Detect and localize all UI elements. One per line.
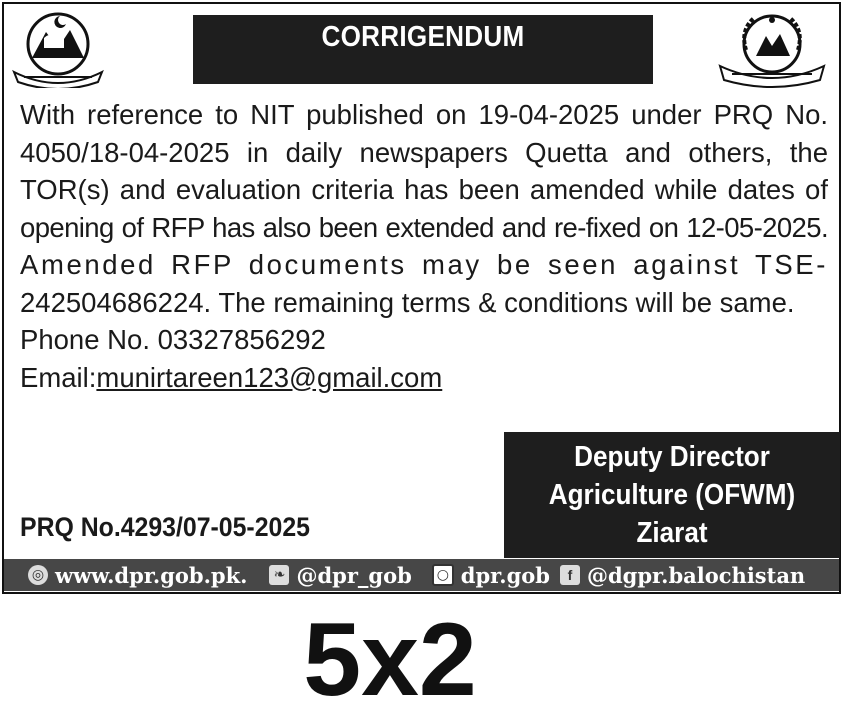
globe-icon: ◎ [28, 565, 48, 585]
instagram-text: dpr.gob [460, 562, 550, 588]
footer-twitter[interactable] [269, 563, 411, 588]
notice-body [20, 96, 828, 396]
instagram-icon: ○ [432, 564, 454, 586]
title-banner [193, 15, 653, 84]
email-line [20, 359, 828, 397]
body-line-5: Amended RFP documents may be seen against TSE- [20, 249, 828, 280]
signature-title: Deputy Director [574, 441, 770, 473]
signature-department: Agriculture (OFWM) [548, 479, 796, 511]
government-of-balochistan-emblem-icon [12, 10, 104, 88]
email-label: Email: [20, 361, 97, 393]
page-title: CORRIGENDUM [321, 21, 525, 53]
dgpr-balochistan-emblem-icon [716, 10, 828, 88]
email-link[interactable]: munirtareen123@gmail.com [96, 361, 443, 393]
facebook-icon: f [560, 565, 580, 585]
footer-instagram[interactable] [432, 563, 550, 588]
signature-location: Ziarat [636, 517, 708, 549]
signature-block [504, 432, 840, 558]
twitter-icon: ❧ [269, 565, 289, 585]
body-line-3: TOR(s) and evaluation criteria has been amended while dates of [20, 174, 828, 205]
body-line-2: 4050/18-04-2025 in daily newspapers Quetta and others, the [20, 136, 828, 168]
body-line-6: 242504686224. The remaining terms & conditions will be same. [20, 286, 795, 318]
prq-number: PRQ No.4293/07-05-2025 [20, 512, 310, 542]
ad-size-label: 5x2 [303, 602, 477, 718]
facebook-text: @dgpr.balochistan [587, 562, 806, 588]
website-text: www.dpr.gob.pk. [55, 562, 248, 588]
body-line-1: With reference to NIT published on 19-04-2025 under PRQ No. [20, 99, 828, 130]
footer-website[interactable] [28, 563, 247, 588]
twitter-text: @dpr_gob [296, 562, 412, 588]
footer-bar [4, 559, 839, 591]
footer-facebook[interactable] [560, 563, 805, 588]
body-line-4: opening of RFP has also been extended and re-fixed on 12-05-2025. [20, 211, 828, 243]
phone-number: Phone No. 03327856292 [20, 324, 326, 355]
